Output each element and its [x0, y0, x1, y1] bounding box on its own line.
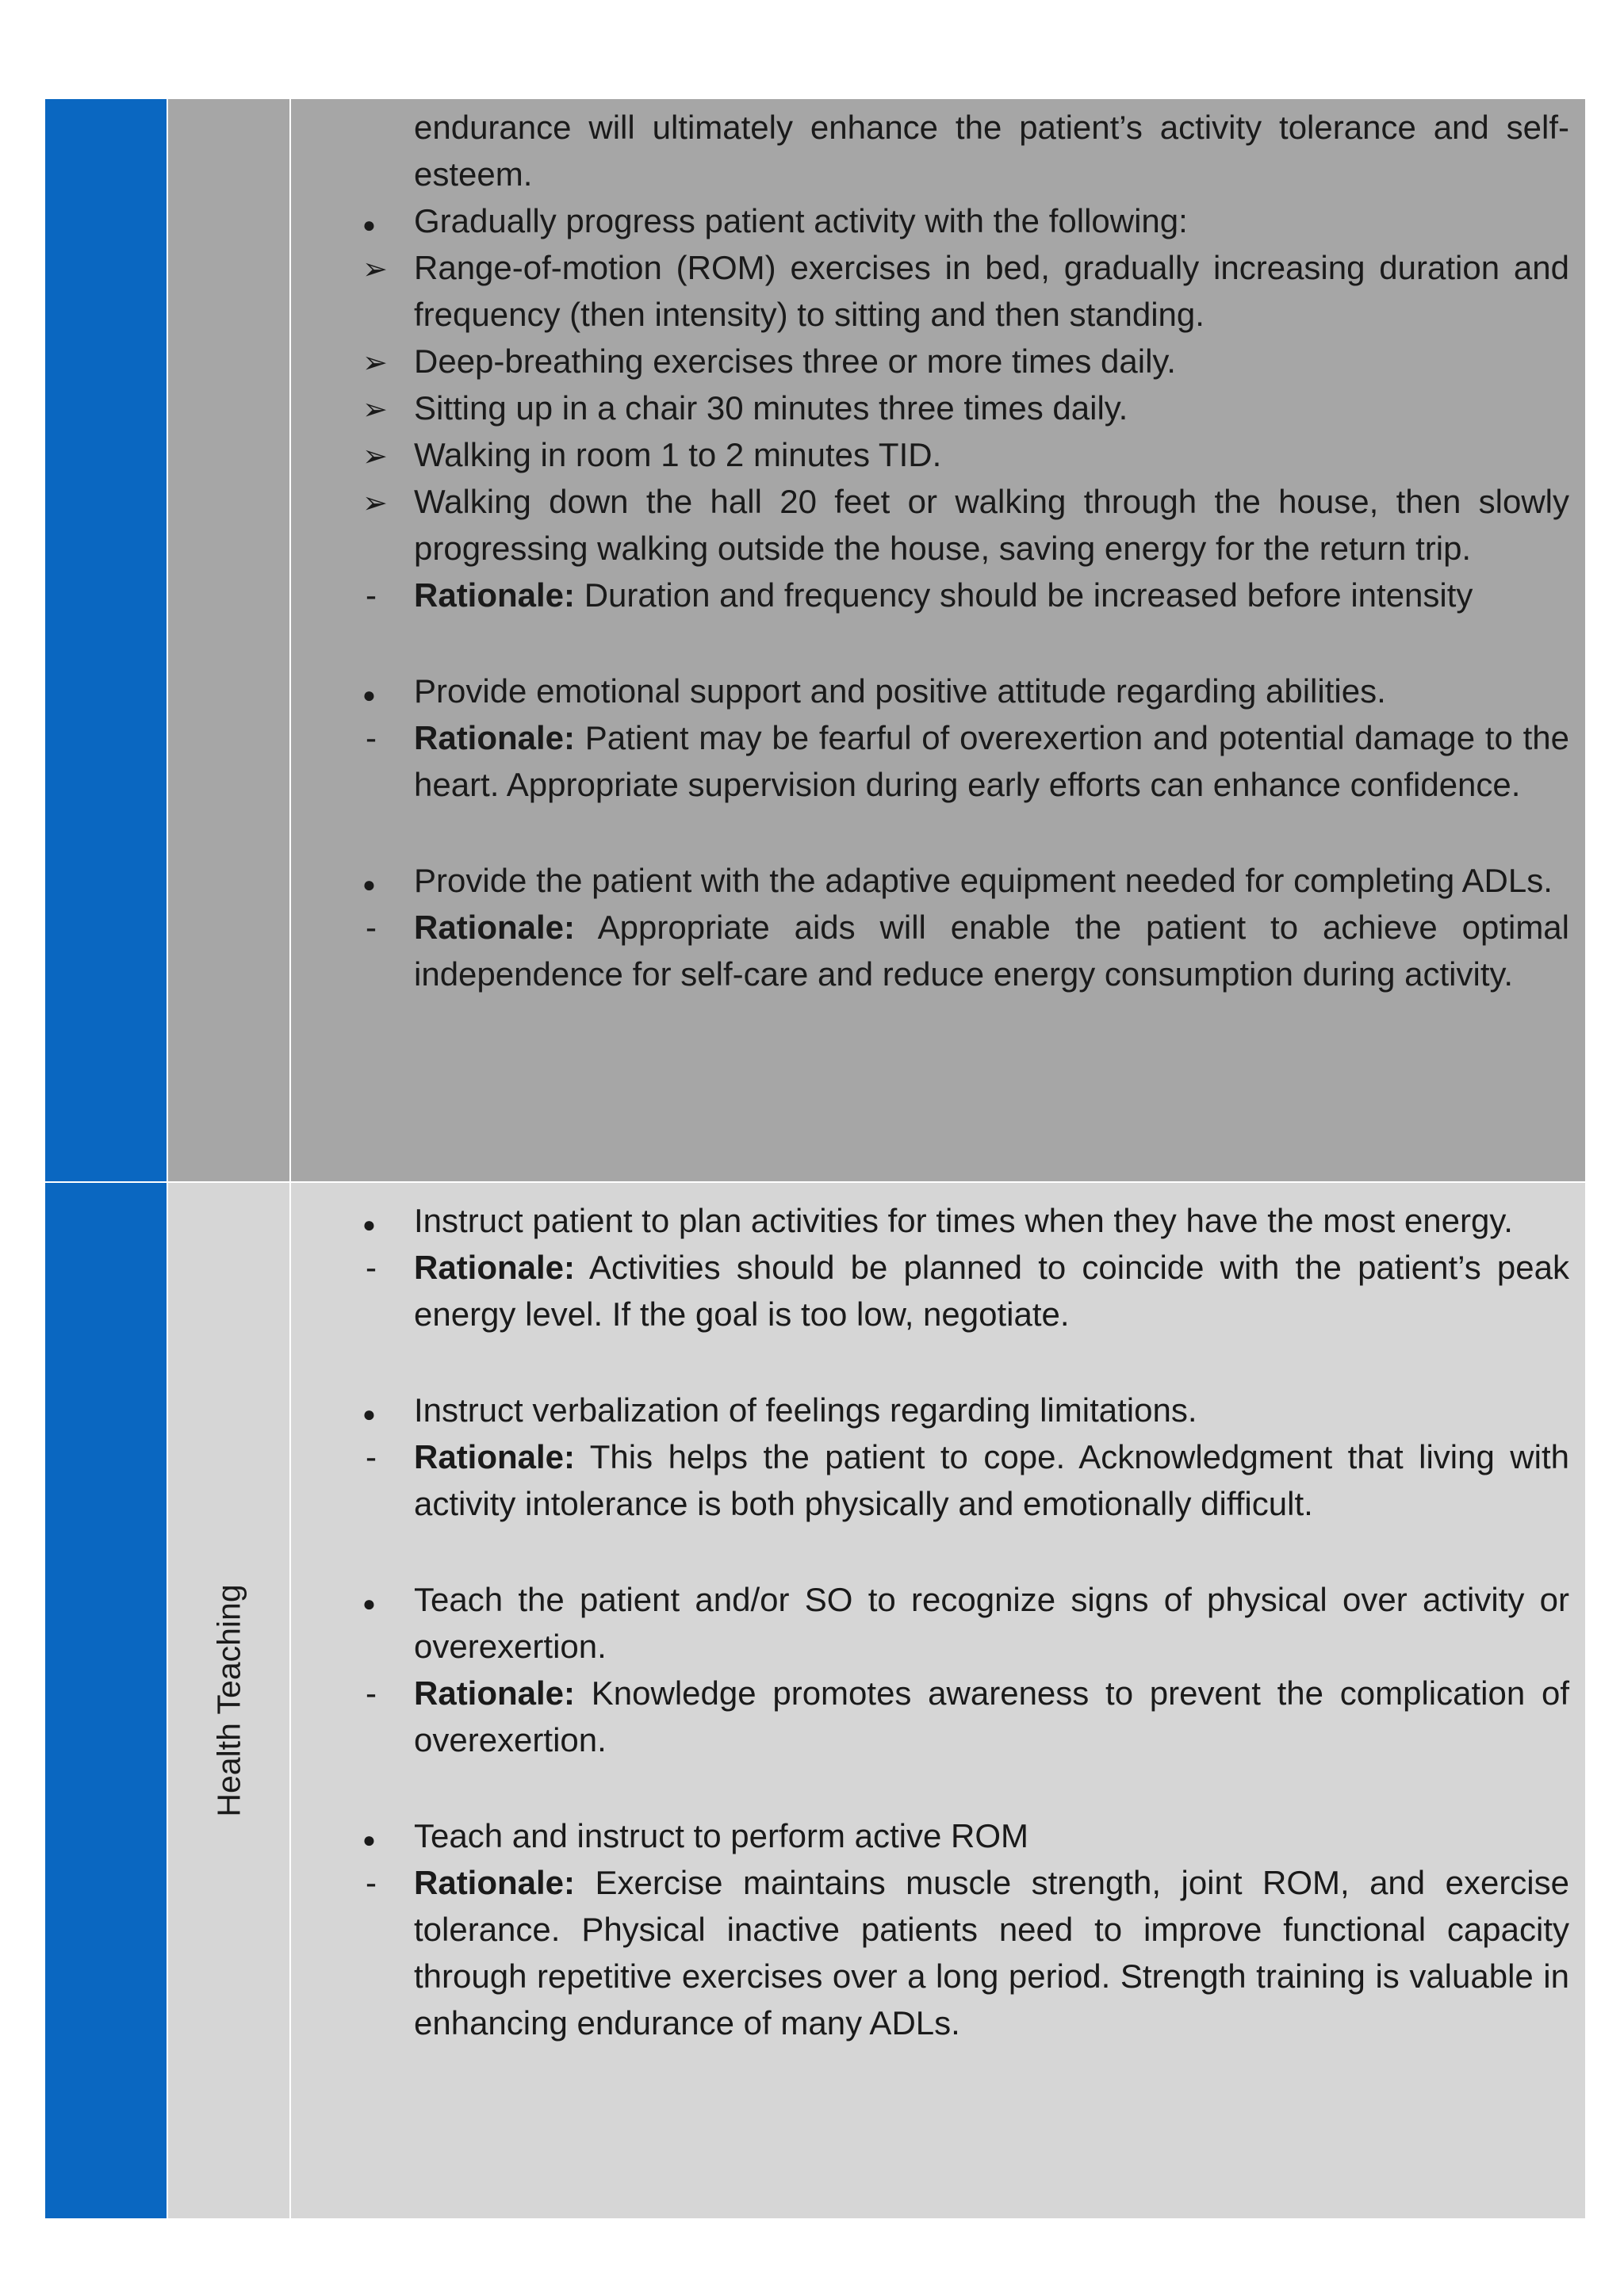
rationale-label: Rationale:: [414, 909, 576, 946]
list-item: [362, 197, 1569, 244]
item-text: Range-of-motion (ROM) exercises in bed, gradually increasing duration and frequency (then intensity) to sitting and then standing.: [414, 249, 1569, 333]
item-text: Patient may be fearful of overexertion and potential damage to the heart. Appropriate supervision during early efforts can enhance confidence.: [414, 719, 1569, 803]
bullet-icon: [362, 1812, 394, 1863]
item-text: Duration and frequency should be increased before intensity: [575, 576, 1473, 614]
arrow-bullet-icon: [362, 431, 394, 480]
spacer: [362, 618, 1569, 668]
item-text: This helps the patient to cope. Acknowledgment that living with activity intolerance is both physically and emotionally difficult.: [414, 1438, 1569, 1522]
list-item: [362, 1812, 1569, 1859]
item-text: Appropriate aids will enable the patient to achieve optimal independence for self-care and reduce energy consumption during activity.: [414, 909, 1569, 993]
dash-marker: [362, 1670, 394, 1716]
list-item: [362, 1387, 1569, 1433]
table-row-health-teaching: [45, 1181, 1585, 2218]
bullet-icon: [362, 1576, 394, 1627]
dash-marker: [362, 714, 394, 761]
rationale-item: [362, 1859, 1569, 2046]
rationale-label: Rationale:: [414, 1674, 576, 1712]
arrow-bullet-icon: [362, 338, 394, 387]
item-text: Deep-breathing exercises three or more times daily.: [414, 342, 1176, 380]
bullet-icon: [362, 1387, 394, 1437]
spacer: [362, 1763, 1569, 1812]
item-text: Knowledge promotes awareness to prevent the complication of overexertion.: [414, 1674, 1569, 1758]
item-text: endurance will ultimately enhance the patient’s activity tolerance and self-esteem.: [414, 109, 1569, 193]
dash-marker: [362, 1244, 394, 1291]
list-item: [362, 857, 1569, 904]
care-plan-table: [45, 99, 1585, 2218]
item-text: Exercise maintains muscle strength, joint ROM, and exercise tolerance. Physical inactive patients need to improve functional capacity through repetitive exercises over a long period. Strength training is valuable in enhancing endurance of many ADLs.: [414, 1864, 1569, 2042]
rationale-label: Rationale:: [414, 1864, 576, 1901]
bullet-icon: [362, 197, 394, 248]
category-label: Health Teaching: [210, 1584, 247, 1817]
arrow-bullet-icon: [362, 244, 394, 293]
diagnosis-column: [45, 1183, 168, 2218]
dash-marker: [362, 572, 394, 618]
arrow-bullet-icon: [362, 478, 394, 527]
category-cell: [168, 1183, 291, 2218]
sub-step-item: [362, 338, 1569, 385]
list-item: [362, 668, 1569, 714]
item-text: Provide the patient with the adaptive equipment needed for completing ADLs.: [414, 862, 1553, 899]
item-text: Gradually progress patient activity with the following:: [414, 202, 1188, 239]
rationale-item: [362, 572, 1569, 618]
bullet-icon: [362, 668, 394, 718]
dash-marker: [362, 1859, 394, 1906]
rationale-item: [362, 1433, 1569, 1527]
sub-step-item: [362, 478, 1569, 572]
item-text: Instruct patient to plan activities for times when they have the most energy.: [414, 1202, 1513, 1239]
item-text: Walking in room 1 to 2 minutes TID.: [414, 436, 942, 473]
rationale-item: [362, 1244, 1569, 1337]
diagnosis-column: [45, 99, 168, 1181]
item-text: Instruct verbalization of feelings regarding limitations.: [414, 1391, 1197, 1429]
rationale-item: [362, 904, 1569, 997]
category-cell: [168, 99, 291, 1181]
item-text: Activities should be planned to coincide with the patient’s peak energy level. If the goal is too low, negotiate.: [414, 1249, 1569, 1333]
rationale-label: Rationale:: [414, 1249, 576, 1286]
bullet-icon: [362, 1197, 394, 1248]
list-item: [362, 1197, 1569, 1244]
sub-step-item: [362, 385, 1569, 431]
rationale-label: Rationale:: [414, 576, 576, 614]
sub-step-item: [362, 244, 1569, 338]
spacer: [362, 1337, 1569, 1387]
bullet-icon: [362, 857, 394, 908]
dash-marker: [362, 904, 394, 951]
list-item: [362, 1576, 1569, 1670]
table-row-interventions: [45, 99, 1585, 1181]
list-item: [362, 104, 1569, 197]
health-teaching-cell: [291, 1183, 1585, 2218]
interventions-cell: [291, 99, 1585, 1181]
rationale-label: Rationale:: [414, 1438, 576, 1475]
spacer: [362, 808, 1569, 857]
arrow-bullet-icon: [362, 385, 394, 434]
item-text: Teach and instruct to perform active ROM: [414, 1817, 1028, 1854]
sub-step-item: [362, 431, 1569, 478]
item-text: Sitting up in a chair 30 minutes three times daily.: [414, 389, 1128, 427]
item-text: Provide emotional support and positive attitude regarding abilities.: [414, 672, 1386, 710]
item-text: Teach the patient and/or SO to recognize signs of physical over activity or overexertion.: [414, 1581, 1569, 1665]
item-text: Walking down the hall 20 feet or walking through the house, then slowly progressing walking outside the house, saving energy for the return trip.: [414, 483, 1569, 567]
spacer: [362, 1527, 1569, 1576]
dash-marker: [362, 1433, 394, 1480]
rationale-item: [362, 714, 1569, 808]
rationale-label: Rationale:: [414, 719, 576, 756]
rationale-item: [362, 1670, 1569, 1763]
